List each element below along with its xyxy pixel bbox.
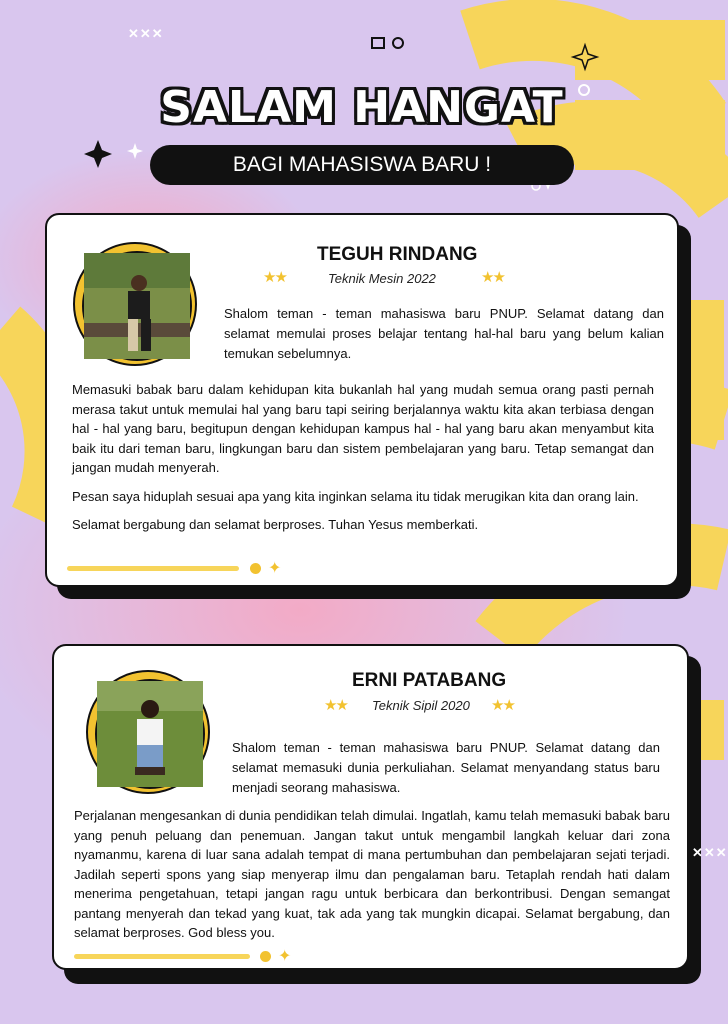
avatar [86, 670, 210, 794]
star-icon-left: ★★ [263, 269, 286, 286]
decorative-line [67, 566, 239, 571]
intro-text: Shalom teman - teman mahasiswa baru PNUP. Selamat datang dan selamat memasuki dunia perkuliahan. Selamat menyandang status baru menjadi seorang mahasiswa. [232, 740, 660, 795]
person-name: ERNI PATABANG [352, 670, 507, 691]
decorative-dot [250, 563, 261, 574]
decorative-line [74, 954, 250, 959]
intro-text: Shalom teman - teman mahasiswa baru PNUP. Selamat datang dan selamat memulai proses belajar tentang hal-hal baru yang belum kalian temukan sebelumnya. [224, 306, 664, 361]
avatar-photo [82, 251, 192, 361]
subtitle-text: BAGI MAHASISWA BARU ! [232, 153, 492, 176]
star-icon-right: ★★ [491, 697, 514, 714]
page-title: SALAM HANGAT [160, 82, 564, 133]
message-body [72, 380, 654, 544]
message-paragraph: Memasuki babak baru dalam kehidupan kita bukanlah hal yang mudah semua orang pasti pernah merasa takut untuk memulai hal yang baru tapi seiring berjalannya waktu kita akan terbiasa dengan hal - hal yang baru, begitupun dengan kehidupan kampus hal - hal yang baru akan menyambut kita baik itu dari teman baru, lingkungan baru dan sistem pembelajaran yang baru. Tetap semangat dan jangan mudah menyerah. [72, 382, 654, 475]
star-icon-right: ★★ [481, 269, 504, 286]
message-paragraph: Perjalanan mengesankan di dunia pendidikan telah dimulai. Ingatlah, kamu telah memasuki babak baru yang penuh peluang dan penemuan. Jangan takut untuk mengambil langkah keluar dari zona nyamanmu, karena di luar sana adalah tempat di mana pertumbuhan dan pembelajaran sejati terjadi. Jadilah seperti spons yang siap menyerap ilmu dan pengalaman baru. Tetaplah rendah hati dalam menerima pengetahuan, tetapi jangan ragu untuk berbicara dan berkontribusi. Dengan semangat pantang menyerah dan tekad yang kuat, tak ada yang tak mungkin dicapai. Selamat bergabung, dan selamat berproses. God bless you. [74, 808, 670, 940]
person-name: TEGUH RINDANG [317, 244, 478, 265]
subtitle-banner [150, 145, 574, 185]
star-icon-left: ★★ [324, 697, 347, 714]
message-body [74, 806, 670, 952]
avatar-photo [95, 679, 205, 789]
message-paragraph: Selamat bergabung dan selamat berproses. Tuhan Yesus memberkati. [72, 517, 479, 532]
testimonial-card [52, 644, 689, 970]
person-role: Teknik Mesin 2022 [328, 271, 436, 286]
decorative-dot [260, 951, 271, 962]
sparkle-icon: ✦ [268, 560, 282, 577]
sparkle-icon: ✦ [278, 948, 292, 965]
testimonial-card [45, 213, 679, 587]
message-paragraph: Pesan saya hiduplah sesuai apa yang kita inginkan selama itu tidak merugikan kita dan orang lain. [72, 488, 639, 504]
x-marks-right: ✕✕✕ [692, 845, 728, 860]
avatar [73, 242, 197, 366]
person-role: Teknik Sipil 2020 [372, 698, 470, 713]
x-marks-top: ✕✕✕ [128, 26, 164, 41]
